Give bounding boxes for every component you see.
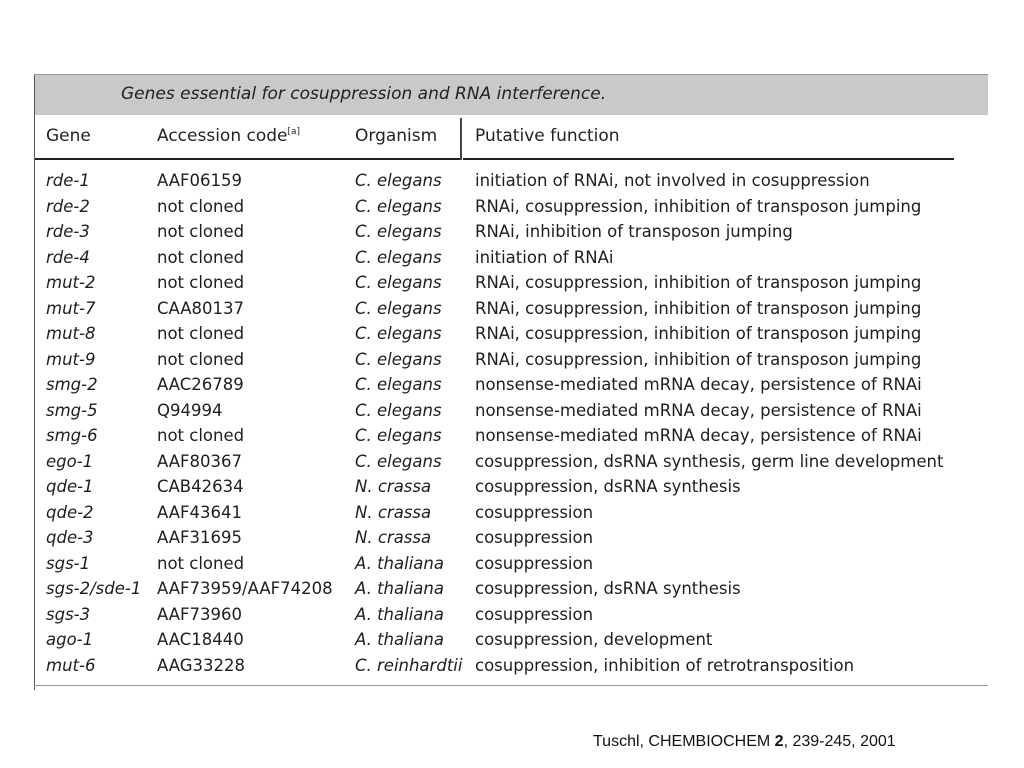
function-cell: cosuppression <box>475 553 594 573</box>
accession-cell: not cloned <box>157 196 245 216</box>
table-row <box>0 525 1024 551</box>
gene-cell: rde-2 <box>46 196 90 216</box>
table-caption: Genes essential for cosuppression and RNA interference. <box>121 84 607 104</box>
function-cell: nonsense-mediated mRNA decay, persistence of RNAi <box>475 400 922 420</box>
organism-cell: C. elegans <box>355 196 442 216</box>
table-row <box>0 398 1024 424</box>
header-function: Putative function <box>475 126 620 146</box>
table-row <box>0 627 1024 653</box>
gene-cell: qde-3 <box>46 528 94 547</box>
organism-cell: C. elegans <box>355 273 442 292</box>
organism-cell: A. thaliana <box>355 553 444 573</box>
accession-cell: AAF31695 <box>157 528 243 547</box>
accession-cell: AAF06159 <box>157 171 243 190</box>
gene-cell: smg-6 <box>46 426 98 445</box>
gene-cell: smg-5 <box>46 400 98 420</box>
accession-cell: CAB42634 <box>157 477 244 496</box>
gene-cell: qde-1 <box>46 477 94 496</box>
table-row <box>0 168 1024 194</box>
table-row <box>0 321 1024 347</box>
table-row <box>0 219 1024 245</box>
accession-cell: AAF80367 <box>157 451 243 471</box>
accession-cell: not cloned <box>157 324 245 343</box>
gene-cell: mut-7 <box>46 298 96 318</box>
function-cell: cosuppression <box>475 502 594 522</box>
gene-cell: ago-1 <box>46 630 94 649</box>
organism-cell: C. elegans <box>355 324 442 343</box>
gene-cell: qde-2 <box>46 502 94 522</box>
function-cell: RNAi, cosuppression, inhibition of transposon jumping <box>475 273 922 292</box>
organism-cell: N. crassa <box>355 477 432 496</box>
accession-cell: not cloned <box>157 349 245 369</box>
table-row <box>0 194 1024 220</box>
citation-prefix: Tuschl, CHEMBIOCHEM <box>593 733 775 750</box>
citation-suffix: , 239-245, 2001 <box>783 733 896 750</box>
accession-cell: AAG33228 <box>157 655 246 675</box>
function-cell: nonsense-mediated mRNA decay, persistence of RNAi <box>475 375 922 394</box>
function-cell: cosuppression, development <box>475 630 713 649</box>
citation-volume: 2 <box>774 733 784 750</box>
function-cell: cosuppression, dsRNA synthesis, germ line development <box>475 451 944 471</box>
function-cell: cosuppression, dsRNA synthesis <box>475 477 741 496</box>
function-cell: RNAi, cosuppression, inhibition of transposon jumping <box>475 324 922 343</box>
accession-cell: AAF43641 <box>157 502 243 522</box>
organism-cell: A. thaliana <box>355 630 444 649</box>
header-organism: Organism <box>355 126 438 146</box>
table-row <box>0 347 1024 373</box>
gene-cell: sgs-2/sde-1 <box>46 579 142 598</box>
table-row <box>0 372 1024 398</box>
table-row <box>0 270 1024 296</box>
organism-cell: C. elegans <box>355 375 442 394</box>
gene-cell: mut-6 <box>46 655 96 675</box>
gene-cell: rde-1 <box>46 171 90 190</box>
table-row <box>0 602 1024 628</box>
table-row <box>0 449 1024 475</box>
accession-cell: AAF73959/AAF74208 <box>157 579 333 598</box>
function-cell: RNAi, cosuppression, inhibition of transposon jumping <box>475 196 922 216</box>
citation <box>593 733 896 751</box>
header-accession <box>157 126 300 146</box>
organism-cell: C. elegans <box>355 171 442 190</box>
header-column-divider <box>460 118 462 160</box>
gene-cell: rde-4 <box>46 247 90 267</box>
organism-cell: C. elegans <box>355 349 442 369</box>
function-cell: nonsense-mediated mRNA decay, persistence of RNAi <box>475 426 922 445</box>
table-row <box>0 576 1024 602</box>
accession-cell: AAF73960 <box>157 604 243 624</box>
accession-cell: AAC26789 <box>157 375 244 394</box>
table-row <box>0 653 1024 679</box>
table-body <box>0 168 1024 678</box>
organism-cell: N. crassa <box>355 528 432 547</box>
accession-cell: not cloned <box>157 553 245 573</box>
function-cell: RNAi, inhibition of transposon jumping <box>475 222 793 241</box>
organism-cell: C. elegans <box>355 298 442 318</box>
table-row <box>0 296 1024 322</box>
organism-cell: C. elegans <box>355 222 442 241</box>
table-caption-bar <box>35 75 988 115</box>
function-cell: RNAi, cosuppression, inhibition of transposon jumping <box>475 298 922 318</box>
accession-cell: CAA80137 <box>157 298 245 318</box>
accession-cell: not cloned <box>157 222 245 241</box>
organism-cell: A. thaliana <box>355 579 444 598</box>
gene-cell: ego-1 <box>46 451 94 471</box>
table-row <box>0 551 1024 577</box>
organism-cell: C. elegans <box>355 400 442 420</box>
table-row <box>0 245 1024 271</box>
accession-cell: AAC18440 <box>157 630 244 649</box>
accession-cell: not cloned <box>157 273 245 292</box>
table-header-row <box>0 126 1024 154</box>
header-rule-right <box>463 158 954 160</box>
gene-cell: smg-2 <box>46 375 98 394</box>
table-row <box>0 500 1024 526</box>
gene-cell: sgs-3 <box>46 604 91 624</box>
gene-cell: mut-9 <box>46 349 96 369</box>
function-cell: cosuppression <box>475 604 594 624</box>
function-cell: cosuppression <box>475 528 594 547</box>
header-rule-left <box>35 158 460 160</box>
gene-cell: mut-2 <box>46 273 96 292</box>
table-row <box>0 474 1024 500</box>
organism-cell: A. thaliana <box>355 604 444 624</box>
function-cell: cosuppression, dsRNA synthesis <box>475 579 741 598</box>
gene-cell: rde-3 <box>46 222 90 241</box>
function-cell: RNAi, cosuppression, inhibition of transposon jumping <box>475 349 922 369</box>
function-cell: cosuppression, inhibition of retrotransposition <box>475 655 855 675</box>
organism-cell: C. elegans <box>355 247 442 267</box>
table-row <box>0 423 1024 449</box>
gene-cell: mut-8 <box>46 324 96 343</box>
organism-cell: C. reinhardtii <box>355 655 463 675</box>
organism-cell: C. elegans <box>355 451 442 471</box>
header-accession-footnote: [a] <box>287 127 301 137</box>
function-cell: initiation of RNAi <box>475 247 614 267</box>
accession-cell: not cloned <box>157 426 245 445</box>
organism-cell: C. elegans <box>355 426 442 445</box>
accession-cell: not cloned <box>157 247 245 267</box>
header-accession-label: Accession code <box>157 126 288 146</box>
table-bottom-border <box>34 685 988 686</box>
function-cell: initiation of RNAi, not involved in cosuppression <box>475 171 870 190</box>
organism-cell: N. crassa <box>355 502 432 522</box>
header-gene: Gene <box>46 126 91 146</box>
accession-cell: Q94994 <box>157 400 223 420</box>
gene-cell: sgs-1 <box>46 553 91 573</box>
